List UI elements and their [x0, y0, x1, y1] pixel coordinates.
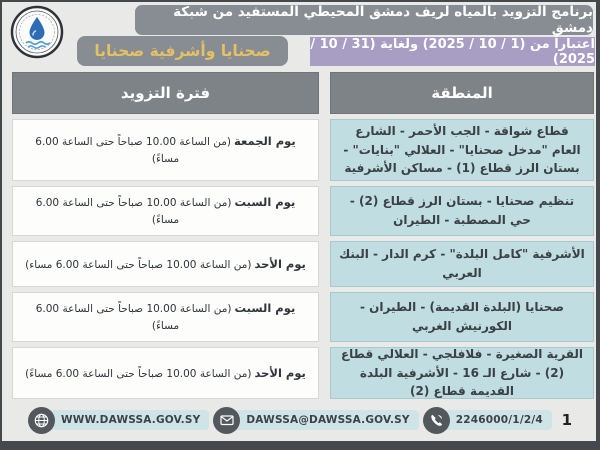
- date-range-banner: اعتباراً من (1 / 10 / 2025) ولغاية (31 / 10 / 2025): [310, 36, 595, 67]
- time-label: (من الساعة 10.00 صباحاً حتى الساعة 6.00 مساءً): [35, 197, 232, 226]
- website-group: [28, 407, 209, 434]
- period-cell: [12, 119, 319, 181]
- time-label: (من الساعة 10.00 صباحاً حتى الساعة 6.00 مساءً): [35, 303, 232, 332]
- phone-group: [423, 407, 552, 434]
- period-cell: [12, 241, 319, 287]
- day-label: يوم الأحد: [254, 256, 306, 271]
- program-title: برنامج التزويد بالمياه لريف دمشق المحيطي المستفيد من شبكة دمشق: [135, 5, 593, 35]
- water-authority-emblem-icon: [10, 5, 64, 59]
- period-cell: [12, 347, 319, 399]
- period-cell: [12, 186, 319, 236]
- area-title-badge: صحنايا وأشرفية صحنايا: [77, 36, 288, 66]
- region-cell: تنظيم صحنايا - بستان الرز قطاع (2) - حي المصطبة - الطيران: [330, 186, 594, 236]
- time-label: (من الساعة 10.00 صباحاً حتى الساعة 6.00 مساء): [25, 258, 252, 271]
- region-cell: صحنايا (البلدة القديمة) - الطيران - الكورنيش الغربي: [330, 292, 594, 342]
- column-header-period: فترة التزويد: [12, 72, 319, 114]
- region-cell: القرية الصغيرة - فلافلجي - العلالي قطاع (2) - شارع الـ 16 - الأشرفية البلدة القديمة قطاع (2): [330, 347, 594, 399]
- globe-icon: [28, 407, 55, 434]
- column-header-region: المنطقة: [330, 72, 594, 114]
- email-label: DAWSSA@DAWSSA.GOV.SY: [231, 410, 418, 430]
- day-label: يوم السبت: [234, 195, 296, 210]
- envelope-icon: [213, 407, 240, 434]
- region-cell: الأشرفية "كامل البلدة" - كرم الدار - البنك العربي: [330, 241, 594, 287]
- day-label: يوم الجمعة: [234, 134, 296, 149]
- page-number: 1: [561, 411, 572, 429]
- time-label: (من الساعة 10.00 صباحاً حتى الساعة 6.00 مساءً): [35, 136, 232, 165]
- dawssa-logo: [10, 5, 64, 59]
- phone-icon: [423, 407, 450, 434]
- day-label: يوم الأحد: [254, 365, 306, 380]
- website-label: WWW.DAWSSA.GOV.SY: [46, 410, 209, 430]
- footer-contact-bar: [2, 401, 596, 439]
- region-cell: قطاع شواقة - الجب الأحمر - الشارع العام "مدخل صحنايا" - العلالي "بنايات" - بستان الرز قطاع (1) - مساكن الأشرفية: [330, 119, 594, 181]
- time-label: (من الساعة 10.00 صباحاً حتى الساعة 6.00 مساءً): [25, 367, 252, 380]
- phone-label: 2246000/1/2/4: [441, 410, 552, 430]
- email-group: [213, 407, 418, 434]
- day-label: يوم السبت: [234, 301, 296, 316]
- period-cell: [12, 292, 319, 342]
- supply-schedule-table: [12, 72, 594, 399]
